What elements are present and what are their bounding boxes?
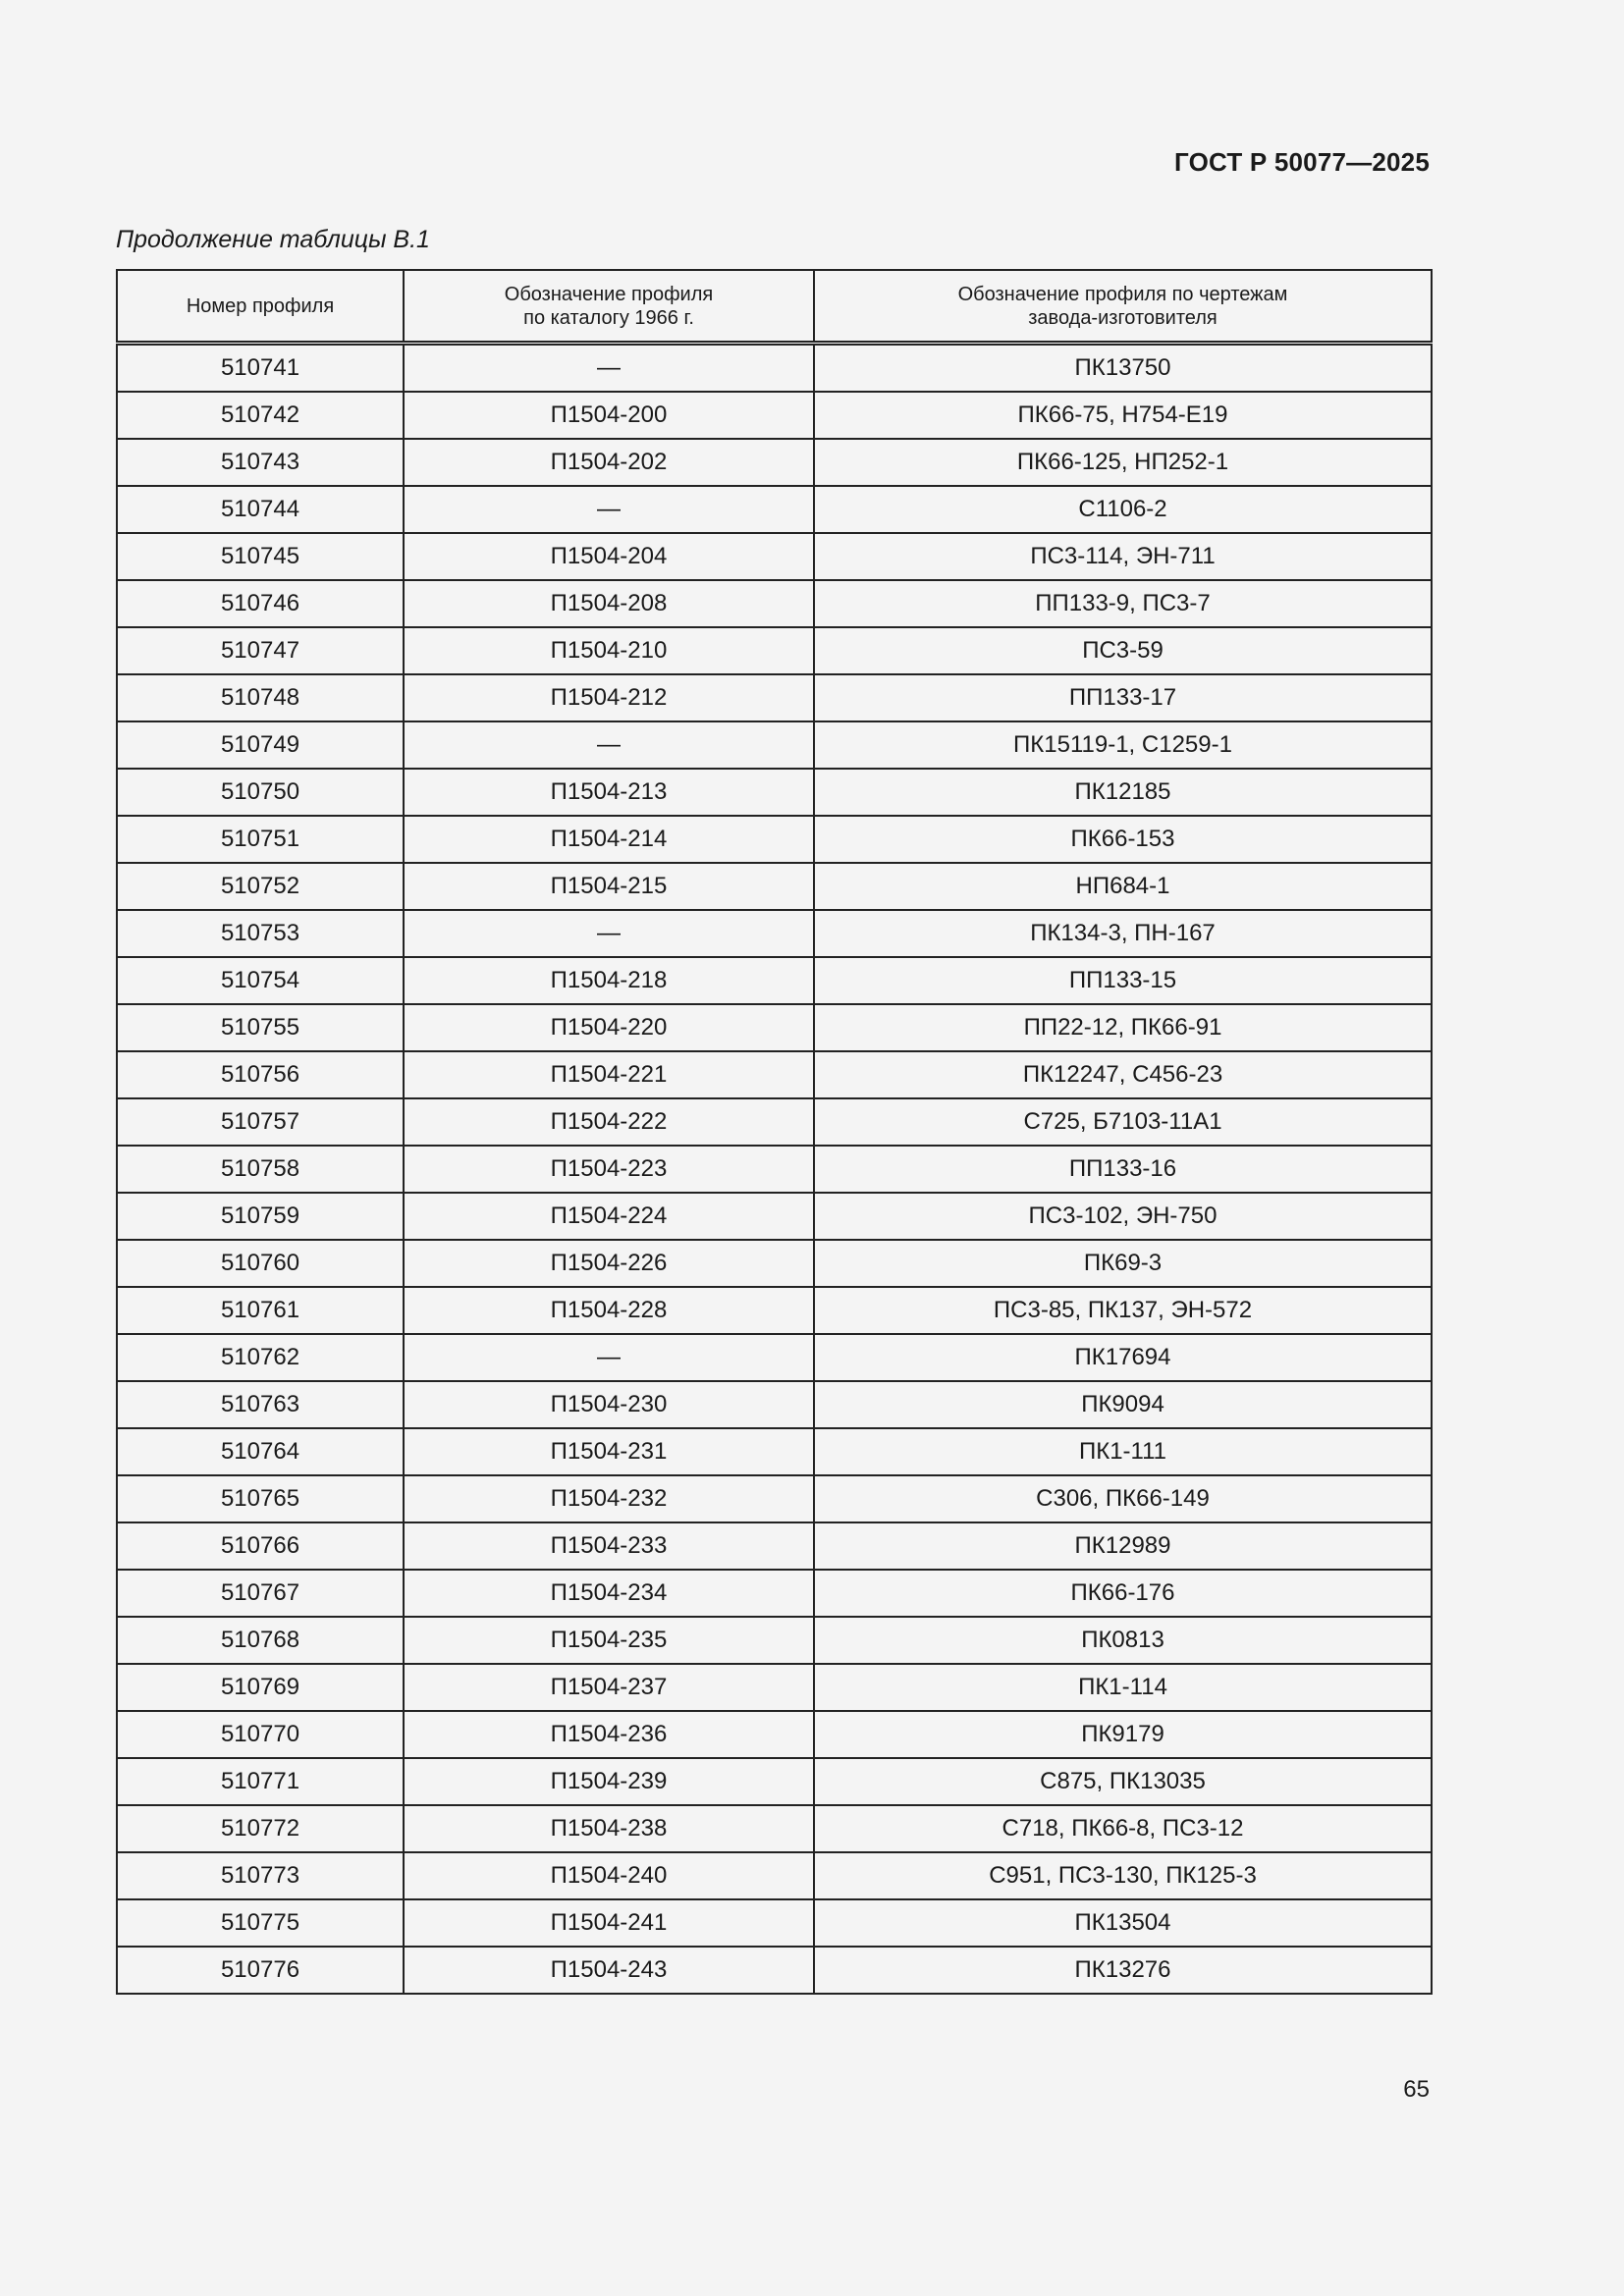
cell-profile-number: 510752: [117, 863, 404, 910]
cell-catalog-designation: —: [404, 1334, 814, 1381]
cell-factory-designation: НП684-1: [814, 863, 1432, 910]
cell-profile-number: 510744: [117, 486, 404, 533]
table-row: [117, 344, 1432, 393]
table-row: [117, 1287, 1432, 1334]
cell-profile-number: 510771: [117, 1758, 404, 1805]
cell-profile-number: 510742: [117, 392, 404, 439]
cell-factory-designation: С1106-2: [814, 486, 1432, 533]
table-row: [117, 1711, 1432, 1758]
cell-profile-number: 510750: [117, 769, 404, 816]
cell-profile-number: 510756: [117, 1051, 404, 1098]
table-row: [117, 1098, 1432, 1146]
table-row: [117, 1664, 1432, 1711]
cell-factory-designation: ПП133-15: [814, 957, 1432, 1004]
table-row: [117, 816, 1432, 863]
cell-profile-number: 510775: [117, 1899, 404, 1947]
cell-factory-designation: ПК1-114: [814, 1664, 1432, 1711]
cell-catalog-designation: П1504-222: [404, 1098, 814, 1146]
cell-profile-number: 510757: [117, 1098, 404, 1146]
cell-factory-designation: ПК66-75, Н754-Е19: [814, 392, 1432, 439]
cell-factory-designation: ПП22-12, ПК66-91: [814, 1004, 1432, 1051]
table-row: [117, 1428, 1432, 1475]
cell-factory-designation: ПС3-59: [814, 627, 1432, 674]
table-row: [117, 1758, 1432, 1805]
cell-catalog-designation: П1504-220: [404, 1004, 814, 1051]
cell-catalog-designation: П1504-239: [404, 1758, 814, 1805]
profiles-table: [116, 269, 1433, 1995]
column-header-factory-drawing: Обозначение профиля по чертежам завода-изготовителя: [814, 270, 1432, 344]
table-row: [117, 439, 1432, 486]
cell-factory-designation: С718, ПК66-8, ПС3-12: [814, 1805, 1432, 1852]
cell-factory-designation: С725, Б7103-11А1: [814, 1098, 1432, 1146]
table-row: [117, 580, 1432, 627]
cell-catalog-designation: П1504-218: [404, 957, 814, 1004]
cell-factory-designation: ПК1-111: [814, 1428, 1432, 1475]
table-row: [117, 1334, 1432, 1381]
table-row: [117, 1570, 1432, 1617]
cell-catalog-designation: П1504-237: [404, 1664, 814, 1711]
cell-factory-designation: ПП133-17: [814, 674, 1432, 721]
cell-catalog-designation: П1504-204: [404, 533, 814, 580]
table-row: [117, 486, 1432, 533]
cell-profile-number: 510753: [117, 910, 404, 957]
cell-profile-number: 510767: [117, 1570, 404, 1617]
cell-profile-number: 510762: [117, 1334, 404, 1381]
table-row: [117, 910, 1432, 957]
cell-factory-designation: С951, ПС3-130, ПК125-3: [814, 1852, 1432, 1899]
cell-profile-number: 510776: [117, 1947, 404, 1994]
cell-profile-number: 510754: [117, 957, 404, 1004]
cell-catalog-designation: П1504-210: [404, 627, 814, 674]
cell-catalog-designation: П1504-208: [404, 580, 814, 627]
cell-catalog-designation: П1504-234: [404, 1570, 814, 1617]
table-row: [117, 674, 1432, 721]
cell-catalog-designation: П1504-235: [404, 1617, 814, 1664]
cell-profile-number: 510760: [117, 1240, 404, 1287]
table-body: [117, 344, 1432, 1995]
document-code: ГОСТ Р 50077—2025: [1174, 147, 1430, 177]
cell-factory-designation: ПК134-3, ПН-167: [814, 910, 1432, 957]
cell-factory-designation: ПК12989: [814, 1522, 1432, 1570]
table-row: [117, 1522, 1432, 1570]
table-caption: Продолжение таблицы В.1: [116, 226, 430, 253]
cell-factory-designation: ПС3-85, ПК137, ЭН-572: [814, 1287, 1432, 1334]
cell-factory-designation: ПК66-153: [814, 816, 1432, 863]
cell-profile-number: 510743: [117, 439, 404, 486]
table-row: [117, 1805, 1432, 1852]
cell-profile-number: 510748: [117, 674, 404, 721]
cell-catalog-designation: П1504-232: [404, 1475, 814, 1522]
table-row: [117, 1852, 1432, 1899]
cell-factory-designation: ПК0813: [814, 1617, 1432, 1664]
table-row: [117, 1193, 1432, 1240]
cell-profile-number: 510747: [117, 627, 404, 674]
table-row: [117, 721, 1432, 769]
cell-profile-number: 510741: [117, 344, 404, 393]
cell-catalog-designation: П1504-215: [404, 863, 814, 910]
cell-catalog-designation: —: [404, 486, 814, 533]
cell-factory-designation: ПК17694: [814, 1334, 1432, 1381]
cell-catalog-designation: П1504-243: [404, 1947, 814, 1994]
cell-catalog-designation: П1504-214: [404, 816, 814, 863]
cell-factory-designation: ПК12185: [814, 769, 1432, 816]
cell-catalog-designation: П1504-240: [404, 1852, 814, 1899]
cell-catalog-designation: П1504-212: [404, 674, 814, 721]
cell-catalog-designation: П1504-236: [404, 1711, 814, 1758]
cell-profile-number: 510766: [117, 1522, 404, 1570]
cell-profile-number: 510751: [117, 816, 404, 863]
cell-catalog-designation: П1504-226: [404, 1240, 814, 1287]
cell-profile-number: 510772: [117, 1805, 404, 1852]
table-row: [117, 627, 1432, 674]
cell-profile-number: 510745: [117, 533, 404, 580]
cell-factory-designation: ПП133-9, ПС3-7: [814, 580, 1432, 627]
cell-catalog-designation: П1504-233: [404, 1522, 814, 1570]
column-header-catalog-1966: Обозначение профиля по каталогу 1966 г.: [404, 270, 814, 344]
table-row: [117, 863, 1432, 910]
table-header-row: [117, 270, 1432, 344]
cell-catalog-designation: П1504-223: [404, 1146, 814, 1193]
cell-catalog-designation: П1504-238: [404, 1805, 814, 1852]
cell-factory-designation: С875, ПК13035: [814, 1758, 1432, 1805]
cell-profile-number: 510759: [117, 1193, 404, 1240]
cell-catalog-designation: П1504-230: [404, 1381, 814, 1428]
cell-catalog-designation: —: [404, 344, 814, 393]
cell-profile-number: 510758: [117, 1146, 404, 1193]
cell-factory-designation: ПС3-102, ЭН-750: [814, 1193, 1432, 1240]
cell-catalog-designation: П1504-241: [404, 1899, 814, 1947]
cell-factory-designation: ПК66-125, НП252-1: [814, 439, 1432, 486]
cell-profile-number: 510755: [117, 1004, 404, 1051]
table-row: [117, 1004, 1432, 1051]
cell-profile-number: 510764: [117, 1428, 404, 1475]
cell-profile-number: 510749: [117, 721, 404, 769]
table-row: [117, 1381, 1432, 1428]
cell-profile-number: 510763: [117, 1381, 404, 1428]
cell-catalog-designation: П1504-231: [404, 1428, 814, 1475]
cell-profile-number: 510770: [117, 1711, 404, 1758]
cell-catalog-designation: П1504-213: [404, 769, 814, 816]
cell-factory-designation: ПП133-16: [814, 1146, 1432, 1193]
cell-catalog-designation: П1504-224: [404, 1193, 814, 1240]
cell-profile-number: 510761: [117, 1287, 404, 1334]
cell-factory-designation: ПК66-176: [814, 1570, 1432, 1617]
table-row: [117, 1899, 1432, 1947]
table-row: [117, 1240, 1432, 1287]
cell-catalog-designation: П1504-221: [404, 1051, 814, 1098]
cell-factory-designation: ПК15119-1, С1259-1: [814, 721, 1432, 769]
cell-catalog-designation: —: [404, 721, 814, 769]
cell-factory-designation: ПК69-3: [814, 1240, 1432, 1287]
table-row: [117, 1947, 1432, 1994]
table-row: [117, 769, 1432, 816]
page-number: 65: [1403, 2076, 1430, 2103]
cell-profile-number: 510769: [117, 1664, 404, 1711]
table-row: [117, 1051, 1432, 1098]
cell-factory-designation: ПС3-114, ЭН-711: [814, 533, 1432, 580]
cell-factory-designation: С306, ПК66-149: [814, 1475, 1432, 1522]
cell-factory-designation: ПК13750: [814, 344, 1432, 393]
table-row: [117, 1146, 1432, 1193]
cell-factory-designation: ПК13504: [814, 1899, 1432, 1947]
cell-catalog-designation: —: [404, 910, 814, 957]
table-row: [117, 957, 1432, 1004]
cell-profile-number: 510768: [117, 1617, 404, 1664]
table-row: [117, 1475, 1432, 1522]
table-row: [117, 533, 1432, 580]
cell-catalog-designation: П1504-202: [404, 439, 814, 486]
cell-factory-designation: ПК9179: [814, 1711, 1432, 1758]
table-row: [117, 1617, 1432, 1664]
cell-profile-number: 510746: [117, 580, 404, 627]
cell-profile-number: 510765: [117, 1475, 404, 1522]
cell-factory-designation: ПК13276: [814, 1947, 1432, 1994]
cell-catalog-designation: П1504-228: [404, 1287, 814, 1334]
cell-profile-number: 510773: [117, 1852, 404, 1899]
cell-catalog-designation: П1504-200: [404, 392, 814, 439]
cell-factory-designation: ПК9094: [814, 1381, 1432, 1428]
table-row: [117, 392, 1432, 439]
cell-factory-designation: ПК12247, С456-23: [814, 1051, 1432, 1098]
column-header-profile-number: Номер профиля: [117, 270, 404, 344]
